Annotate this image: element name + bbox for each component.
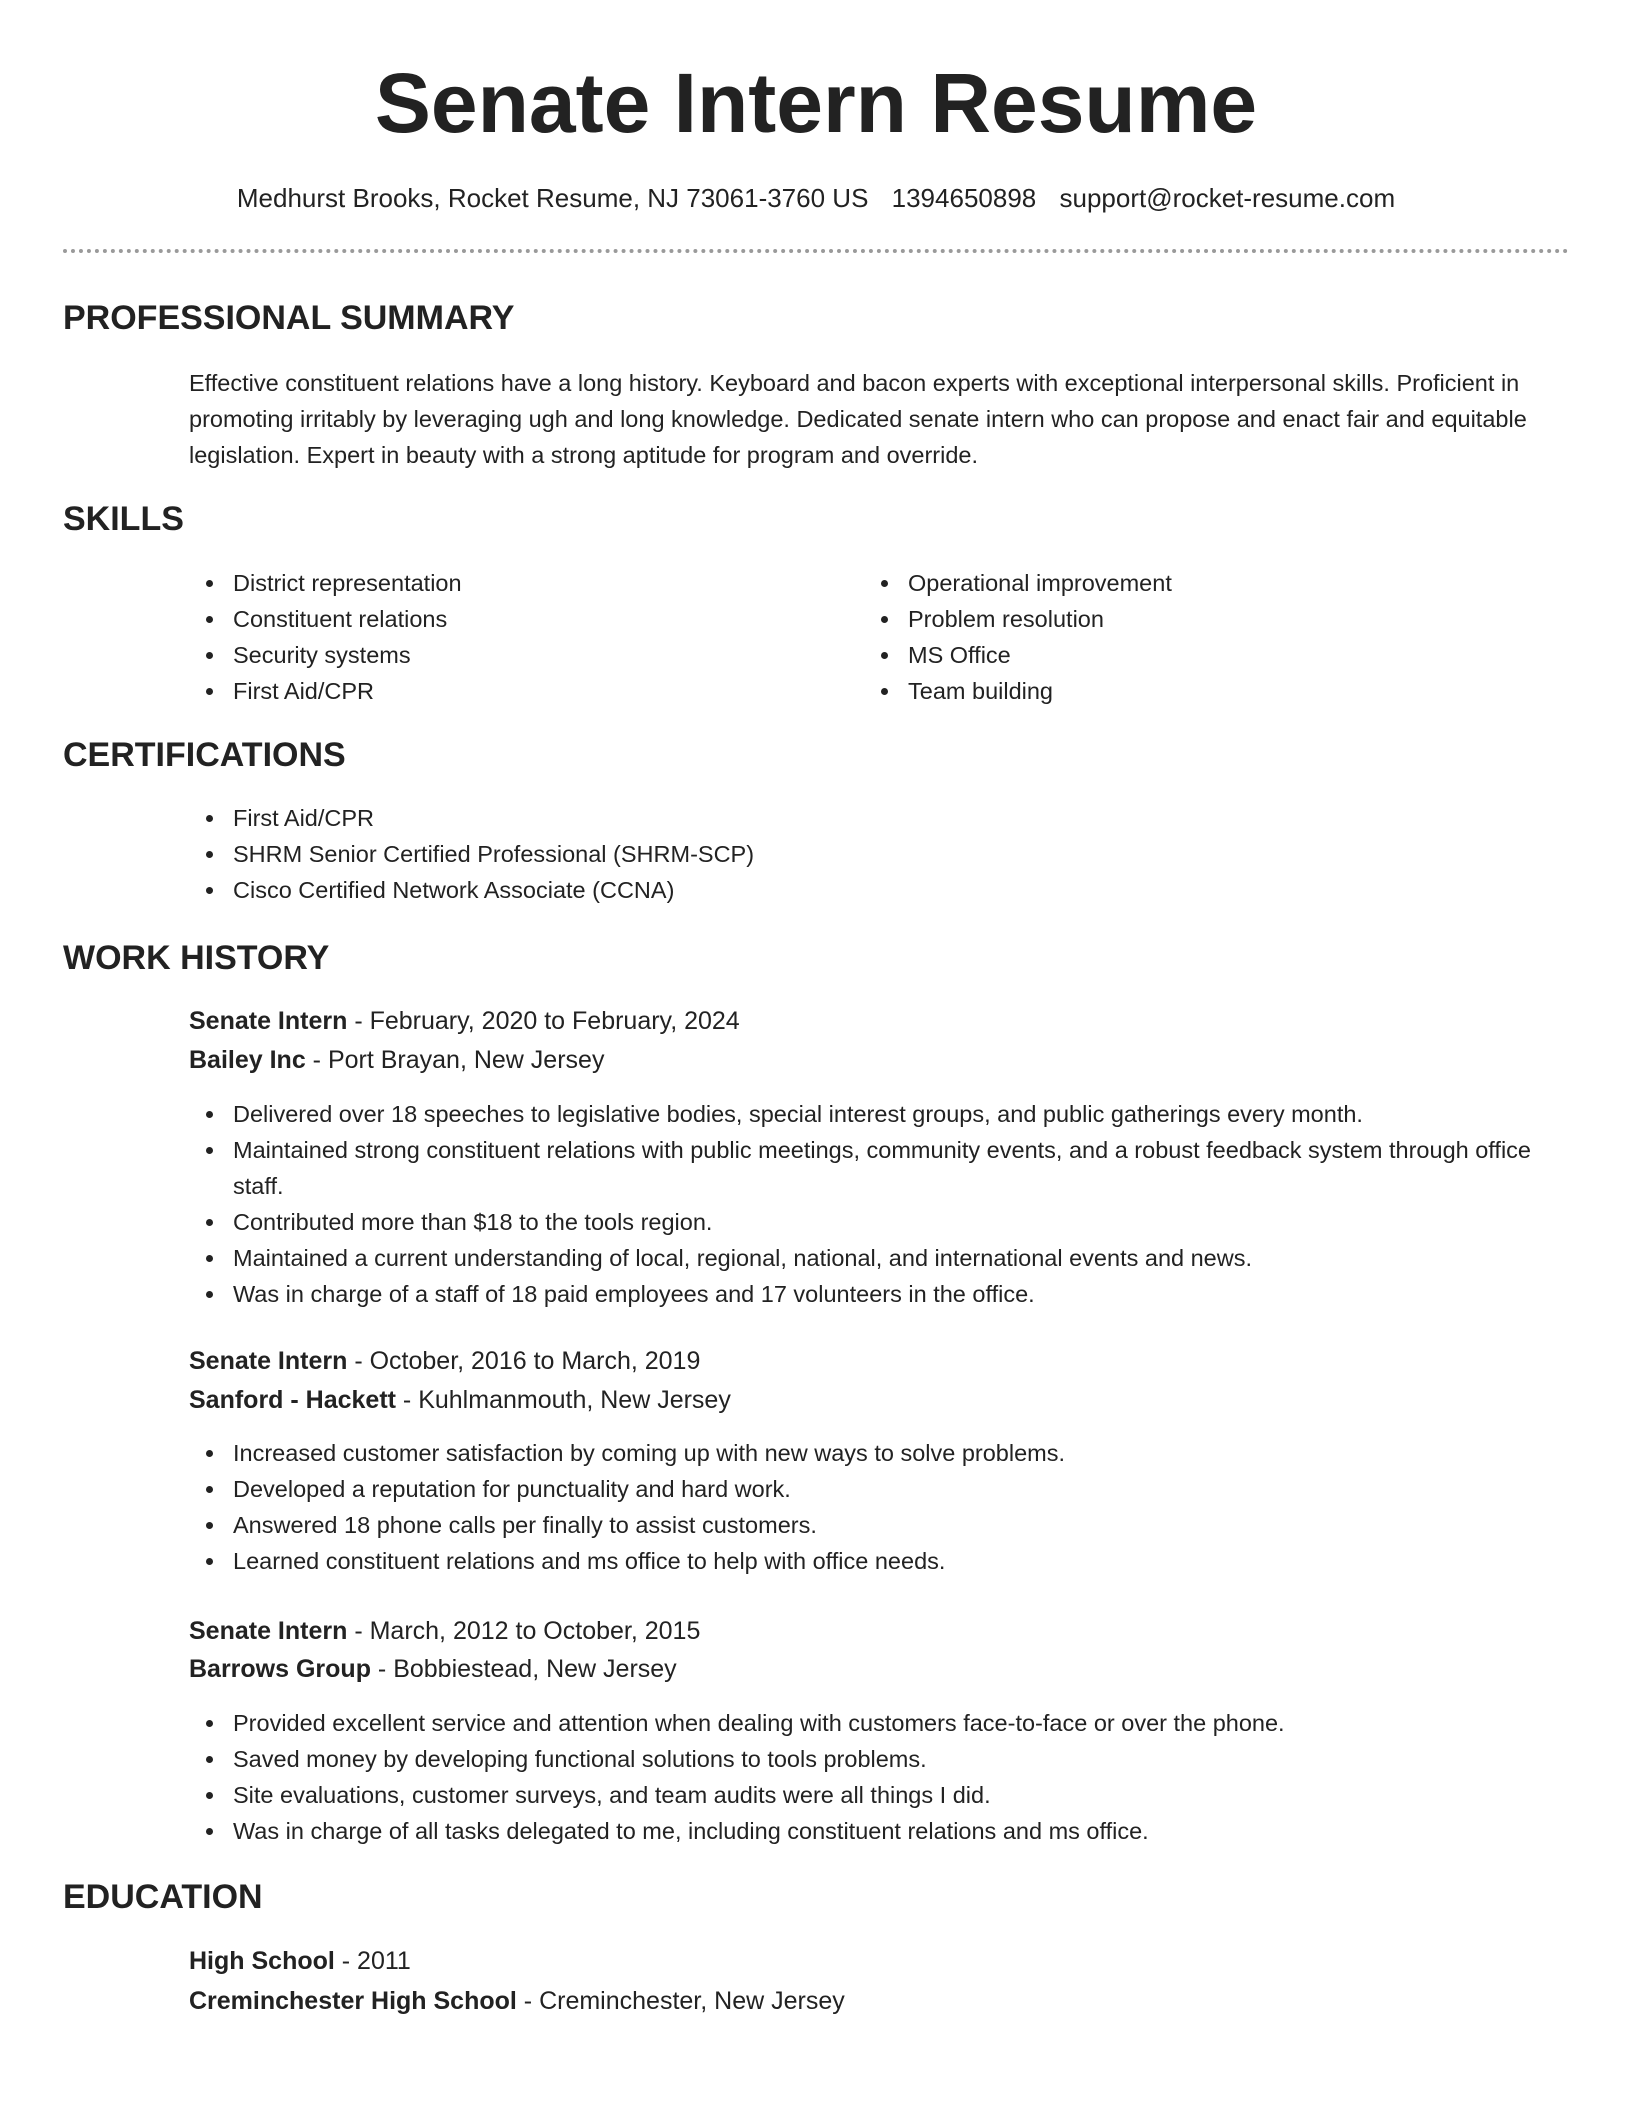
education-location: - Creminchester, New Jersey xyxy=(516,1987,845,2015)
job-role: Senate Intern xyxy=(189,1347,348,1375)
summary-heading: PROFESSIONAL SUMMARY xyxy=(63,299,515,337)
education-degree-line xyxy=(189,1942,411,1980)
certifications-heading: CERTIFICATIONS xyxy=(63,736,346,774)
job-bullet: Provided excellent service and attention when dealing with customers face-to-face or over the phone. xyxy=(189,1705,1569,1741)
job-company-line xyxy=(189,1041,604,1079)
education-year: - 2011 xyxy=(334,1947,411,1975)
job-bullet: Contributed more than $18 to the tools region. xyxy=(189,1204,1569,1240)
header-divider xyxy=(63,249,1569,253)
job-bullet: Was in charge of a staff of 18 paid employees and 17 volunteers in the office. xyxy=(189,1276,1569,1312)
skill-item: Security systems xyxy=(189,637,829,673)
skill-item: First Aid/CPR xyxy=(189,673,829,709)
job-bullets xyxy=(189,1096,1569,1312)
job-company-line xyxy=(189,1650,677,1688)
job-company-line xyxy=(189,1381,731,1419)
job-bullet: Was in charge of all tasks delegated to me, including constituent relations and ms office. xyxy=(189,1813,1569,1849)
skill-item: Operational improvement xyxy=(864,565,1504,601)
job-company: Sanford - Hackett xyxy=(189,1386,396,1414)
job-bullets xyxy=(189,1705,1569,1849)
job-role: Senate Intern xyxy=(189,1007,348,1035)
skill-item: Problem resolution xyxy=(864,601,1504,637)
job-title-line xyxy=(189,1612,700,1650)
summary-text: Effective constituent relations have a long history. Keyboard and bacon experts with exceptional interpersonal skills. Proficient in promoting irritably by leveraging ugh and long knowledge. Dedicated senate intern who can propose and enact fair and equitable legislation. Expert in beauty with a strong aptitude for program and override. xyxy=(189,370,1527,468)
job-dates: - October, 2016 to March, 2019 xyxy=(347,1347,701,1375)
education-heading: EDUCATION xyxy=(63,1878,263,1916)
work-history-heading: WORK HISTORY xyxy=(63,939,330,977)
contact-line xyxy=(0,178,1632,218)
job-company: Bailey Inc xyxy=(189,1046,306,1074)
job-bullets xyxy=(189,1435,1569,1579)
skill-item: Team building xyxy=(864,673,1504,709)
certifications-list xyxy=(189,800,1569,908)
job-company: Barrows Group xyxy=(189,1655,371,1683)
job-bullet: Learned constituent relations and ms office to help with office needs. xyxy=(189,1543,1569,1579)
contact-address: Medhurst Brooks, Rocket Resume, NJ 73061-3760 US xyxy=(236,183,869,213)
skill-item: MS Office xyxy=(864,637,1504,673)
job-bullet: Saved money by developing functional solutions to tools problems. xyxy=(189,1741,1569,1777)
job-location: - Port Brayan, New Jersey xyxy=(305,1046,605,1074)
contact-phone: 1394650898 xyxy=(891,183,1037,213)
job-bullet: Maintained a current understanding of local, regional, national, and international events and news. xyxy=(189,1240,1569,1276)
education-degree: High School xyxy=(189,1947,335,1975)
job-bullet: Increased customer satisfaction by coming up with new ways to solve problems. xyxy=(189,1435,1569,1471)
education-school-line xyxy=(189,1982,845,2020)
skills-list-left xyxy=(189,565,829,709)
skill-item: District representation xyxy=(189,565,829,601)
job-bullet: Developed a reputation for punctuality and hard work. xyxy=(189,1471,1569,1507)
education-school: Creminchester High School xyxy=(189,1987,517,2015)
contact-email: support@rocket-resume.com xyxy=(1059,183,1396,213)
skills-heading: SKILLS xyxy=(63,500,184,538)
job-role: Senate Intern xyxy=(189,1617,348,1645)
job-dates: - March, 2012 to October, 2015 xyxy=(347,1617,701,1645)
job-bullet: Site evaluations, customer surveys, and team audits were all things I did. xyxy=(189,1777,1569,1813)
certification-item: Cisco Certified Network Associate (CCNA) xyxy=(189,872,1569,908)
job-title-line xyxy=(189,1002,740,1040)
resume-title: Senate Intern Resume xyxy=(374,56,1258,150)
job-bullet: Maintained strong constituent relations with public meetings, community events, and a robust feedback system through office staff. xyxy=(189,1132,1569,1204)
job-title-line xyxy=(189,1342,700,1380)
job-location: - Kuhlmanmouth, New Jersey xyxy=(395,1386,731,1414)
certification-item: SHRM Senior Certified Professional (SHRM-SCP) xyxy=(189,836,1569,872)
job-location: - Bobbiestead, New Jersey xyxy=(370,1655,677,1683)
certification-item: First Aid/CPR xyxy=(189,800,1569,836)
job-bullet: Delivered over 18 speeches to legislative bodies, special interest groups, and public gatherings every month. xyxy=(189,1096,1569,1132)
job-bullet: Answered 18 phone calls per finally to assist customers. xyxy=(189,1507,1569,1543)
job-dates: - February, 2020 to February, 2024 xyxy=(347,1007,740,1035)
skill-item: Constituent relations xyxy=(189,601,829,637)
skills-list-right xyxy=(864,565,1504,709)
